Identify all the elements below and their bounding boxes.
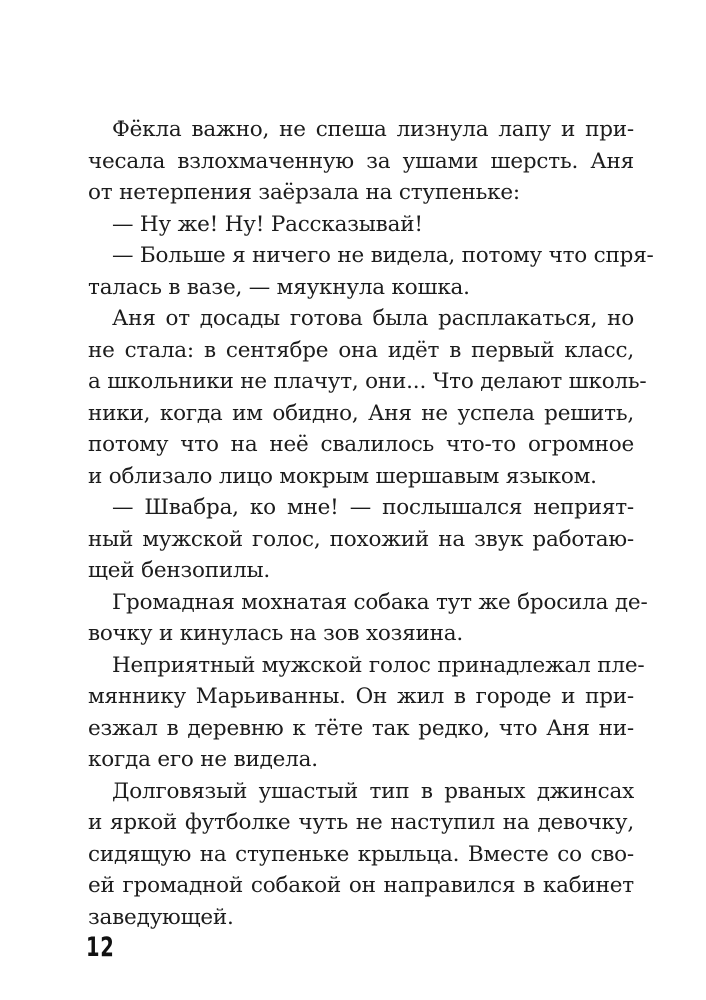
text-line: не стала: в сентябре она идёт в первый класс, bbox=[88, 337, 634, 363]
text-line: — Ну же! Ну! Рассказывай! bbox=[112, 211, 423, 237]
text-line: Долговязый ушастый тип в рваных джинсах bbox=[112, 778, 634, 804]
text-line: заведующей. bbox=[88, 904, 234, 930]
text-line: Неприятный мужской голос принадлежал пле- bbox=[112, 652, 645, 678]
text-line: потому что на неё свалилось что-то огромное bbox=[88, 432, 634, 457]
page-number: 12 bbox=[86, 932, 115, 963]
text-line: от нетерпения заёрзала на ступеньке: bbox=[88, 180, 520, 205]
text-line: езжал в деревню к тёте так редко, что Аня ни- bbox=[88, 715, 634, 741]
text-line: щей бензопилы. bbox=[88, 558, 271, 583]
text-line: сидящую на ступеньке крыльца. Вместе со сво- bbox=[88, 841, 634, 867]
body-text bbox=[88, 114, 654, 933]
text-line: мяннику Марьиванны. Он жил в городе и при- bbox=[88, 684, 634, 709]
text-line: и облизало лицо мокрым шершавым языком. bbox=[88, 463, 597, 489]
text-line: когда его не видела. bbox=[88, 747, 318, 772]
text-line: вочку и кинулась на зов хозяина. bbox=[88, 621, 464, 646]
text-line: — Больше я ничего не видела, потому что спря- bbox=[112, 243, 654, 268]
text-line: ники, когда им обидно, Аня не успела решить, bbox=[88, 400, 634, 426]
text-line: Громадная мохнатая собака тут же бросила де- bbox=[112, 589, 648, 615]
text-line: а школьники не плачут, они... Что делают школь- bbox=[88, 369, 647, 394]
text-line: ей громадной собакой он направился в кабинет bbox=[88, 873, 634, 898]
text-line: и яркой футболке чуть не наступил на девочку, bbox=[88, 810, 634, 835]
text-line: Аня от досады готова была расплакаться, но bbox=[112, 306, 634, 331]
text-line: талась в вазе, — мяукнула кошка. bbox=[88, 274, 470, 300]
text-line: — Швабра, ко мне! — послышался неприят- bbox=[112, 495, 634, 520]
text-line: ный мужской голос, похожий на звук работаю- bbox=[88, 526, 634, 552]
text-line: чесала взлохмаченную за ушами шерсть. Аня bbox=[88, 148, 634, 174]
text-line: Фёкла важно, не спеша лизнула лапу и при- bbox=[112, 117, 634, 142]
